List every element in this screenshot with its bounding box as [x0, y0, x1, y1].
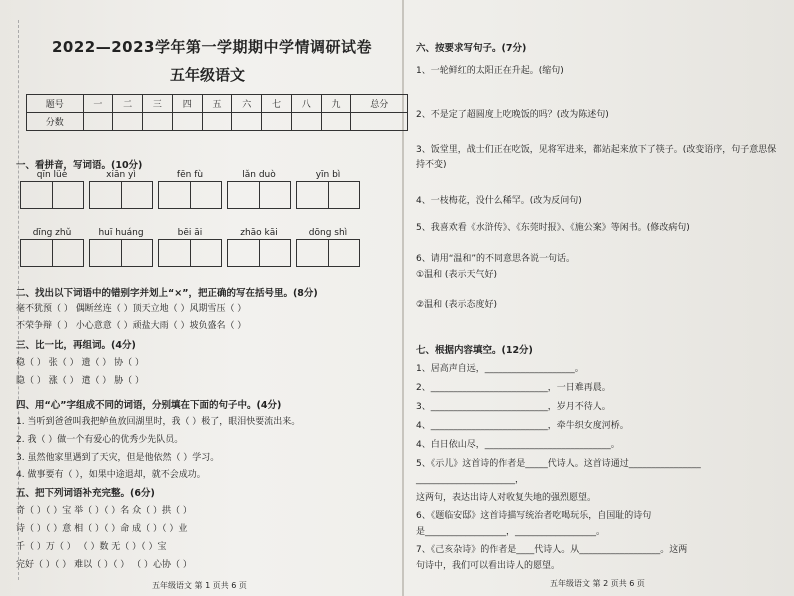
pinyin-label: lǎn duò — [242, 170, 276, 180]
section-3-line: 隐（ ） 涨（ ） 遣（ ） 胁（ ） — [16, 376, 145, 386]
section-7-heading: 七、根据内容填空。(12分) — [416, 345, 533, 356]
pinyin-label: dīng zhǔ — [32, 228, 72, 238]
section-6-item: 持不变) — [416, 160, 447, 170]
score-header-cell: 七 — [262, 95, 292, 113]
score-header-cell: 总分 — [351, 95, 408, 113]
score-cell[interactable] — [202, 113, 232, 131]
score-table-header-row — [27, 95, 408, 113]
score-cell[interactable] — [351, 113, 408, 131]
section-6-item: 1、一轮鲜红的太阳正在升起。(缩句) — [416, 66, 564, 76]
pinyin-label: yīn bì — [315, 170, 341, 180]
score-cell[interactable] — [143, 113, 173, 131]
section-7-item: 2、__________________________，一日难再晨。 — [416, 383, 611, 393]
section-5-line: 诗（ ）（ ）意 相（ ）（ ）命 成（ ）（ ）业 — [16, 524, 188, 534]
section-7-item: 这两句，表达出诗人对收复失地的强烈愿望。 — [416, 493, 597, 503]
section-7-item: 是__________________，__________________。 — [416, 527, 606, 537]
pinyin-label: dōng shì — [308, 228, 348, 238]
score-cell[interactable] — [291, 113, 321, 131]
score-table — [26, 94, 408, 131]
writing-boxes[interactable] — [89, 181, 153, 209]
score-table-value-row — [27, 113, 408, 131]
section-7-item: ______________________， — [416, 475, 525, 485]
section-2-line: 不荣争辩（ ） 小心意意（ ）顽盐大雨（ ）坡负盛名（ ） — [16, 321, 247, 331]
writing-boxes[interactable] — [158, 239, 222, 267]
score-cell[interactable] — [83, 113, 113, 131]
writing-boxes[interactable] — [227, 239, 291, 267]
section-5-line: 完好（ ）（ ） 难以（ ）（ ） （ ）心协（ ） — [16, 560, 192, 570]
score-cell[interactable] — [262, 113, 292, 131]
pinyin-label: xiān yì — [106, 170, 136, 180]
section-6-heading: 六、按要求写句子。(7分) — [416, 43, 527, 54]
score-cell[interactable] — [113, 113, 143, 131]
score-cell[interactable] — [321, 113, 351, 131]
pinyin-row-2 — [20, 228, 360, 267]
score-header-cell: 二 — [113, 95, 143, 113]
section-5-line: 奇（ ）（ ）宝 举（ ）（ ）名 众（ ）拱（ ） — [16, 506, 192, 516]
page-footer: 五年级语文 第 1 页共 6 页 — [152, 581, 247, 590]
pinyin-label: fēn fù — [176, 170, 204, 180]
writing-boxes[interactable] — [158, 181, 222, 209]
pinyin-group — [20, 228, 84, 267]
section-2-heading: 二、找出以下词语中的错别字并划上“×”，把正确的写在括号里。(8分) — [16, 288, 318, 299]
pinyin-label: qīn lüè — [36, 170, 68, 180]
section-3-line: 稳（ ） 张（ ） 遗（ ） 协（ ） — [16, 358, 145, 368]
writing-boxes[interactable] — [227, 181, 291, 209]
section-7-item: 7、《己亥杂诗》的作者是____代诗人。从__________________。这两 — [416, 545, 688, 555]
score-header-cell: 八 — [291, 95, 321, 113]
section-3-heading: 三、比一比，再组词。(4分) — [16, 340, 136, 351]
section-5-line: 千（ ）万（ ） （ ）数 无（ ）（ ）宝 — [16, 542, 167, 552]
score-header-cell: 五 — [202, 95, 232, 113]
section-6-item: ①温和 (表示天气好) — [416, 270, 497, 280]
exam-subtitle: 五年级语文 — [170, 66, 246, 84]
section-1-heading: 一、看拼音，写词语。(10分) — [16, 160, 143, 171]
section-4-line: 2. 我（ ）做一个有爱心的优秀少先队员。 — [16, 435, 184, 445]
pinyin-group — [227, 228, 291, 267]
pinyin-group — [89, 170, 153, 209]
score-header-cell: 一 — [83, 95, 113, 113]
score-header-cell: 九 — [321, 95, 351, 113]
score-header-cell: 六 — [232, 95, 262, 113]
section-7-item: 6、《题临安邸》这首诗描写统治者吃喝玩乐，自国耻的诗句 — [416, 511, 652, 521]
pinyin-label: bēi āi — [177, 228, 203, 238]
pinyin-group — [158, 170, 222, 209]
section-7-item: 4、__________________________，牵牛织女度河桥。 — [416, 421, 629, 431]
section-6-item: 6、请用“温和”的不同意思各说一句话。 — [416, 254, 576, 264]
pinyin-group — [296, 170, 360, 209]
section-7-item: 5、《示儿》这首诗的作者是_____代诗人。这首诗通过________________ — [416, 459, 701, 469]
score-cell[interactable] — [232, 113, 262, 131]
section-4-line: 1. 当听到爸爸叫我把鲈鱼放回湖里时，我（ ）极了，眼泪快要流出来。 — [16, 417, 301, 427]
pinyin-label: zhāo kāi — [240, 228, 278, 238]
section-5-heading: 五、把下列词语补充完整。(6分) — [16, 488, 155, 499]
writing-boxes[interactable] — [20, 239, 84, 267]
pinyin-group — [296, 228, 360, 267]
section-4-line: 4. 做事要有（ ），如果中途退却，就不会成功。 — [16, 470, 206, 480]
writing-boxes[interactable] — [296, 181, 360, 209]
pinyin-group — [158, 228, 222, 267]
page-fold — [402, 0, 404, 596]
score-header-cell: 三 — [143, 95, 173, 113]
section-7-item: 1、居高声自远，____________________。 — [416, 364, 584, 374]
pinyin-group — [89, 228, 153, 267]
section-2-line: 毫不犹预（ ） 偶断丝连（ ）顶天立地（ ）风期雪压（ ） — [16, 304, 247, 314]
exam-title: 2022—2023学年第一学期期中学情调研试卷 — [52, 38, 372, 56]
section-6-item: 5、我喜欢看《水浒传》、《东莞时报》、《施公案》等闲书。(修改病句) — [416, 223, 690, 233]
page-footer: 五年级语文 第 2 页共 6 页 — [550, 579, 645, 588]
score-header-cell: 四 — [172, 95, 202, 113]
writing-boxes[interactable] — [296, 239, 360, 267]
pinyin-group — [227, 170, 291, 209]
section-6-item: 3、饭堂里，战士们正在吃饭，见将军进来，都站起来放下了筷子。(改变语序，句子意思保 — [416, 145, 777, 155]
section-4-line: 3. 虽然他家里遇到了天灾，但是他依然（ ）学习。 — [16, 453, 220, 463]
section-7-item: 句诗中，我们可以看出诗人的愿望。 — [416, 561, 561, 571]
section-6-item: 2、不是定了超圆度上吃晚饭的吗？(改为陈述句) — [416, 110, 609, 120]
score-row-label: 分数 — [27, 113, 84, 131]
score-cell[interactable] — [172, 113, 202, 131]
right-page — [410, 0, 790, 596]
writing-boxes[interactable] — [20, 181, 84, 209]
section-7-item: 4、白日依山尽，____________________________。 — [416, 440, 620, 450]
pinyin-row-1 — [20, 170, 360, 209]
section-7-item: 3、__________________________，岁月不待人。 — [416, 402, 611, 412]
left-page — [12, 0, 400, 596]
section-6-item: ②温和 (表示态度好) — [416, 300, 497, 310]
writing-boxes[interactable] — [89, 239, 153, 267]
pinyin-label: huī huáng — [98, 228, 144, 238]
score-header-cell: 题号 — [27, 95, 84, 113]
pinyin-group — [20, 170, 84, 209]
section-4-heading: 四、用“心”字组成不同的词语，分别填在下面的句子中。(4分) — [16, 400, 282, 411]
section-6-item: 4、一枝梅花，没什么稀罕。(改为反问句) — [416, 196, 582, 206]
